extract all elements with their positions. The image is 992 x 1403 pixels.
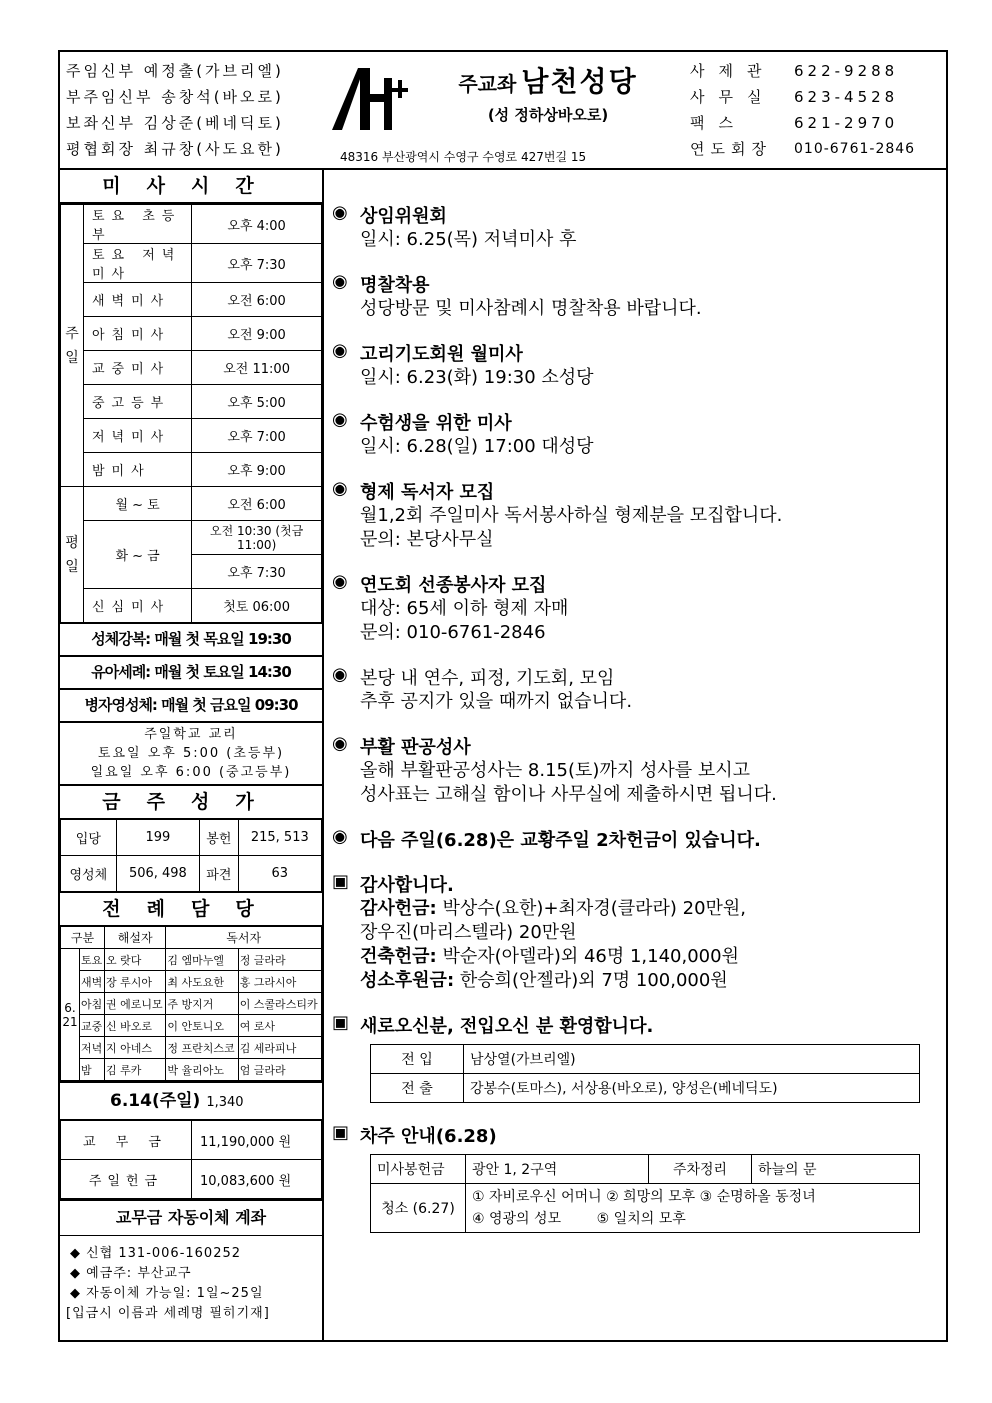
mass-name: 월 ~ 토 (84, 487, 192, 521)
nextweek-title: 차주 안내(6.28) (360, 1126, 497, 1147)
square-bullet-icon: ▣ (332, 1122, 350, 1143)
fin-label: 주일헌금 (61, 1160, 192, 1199)
clean-label: 청소 (6.27) (371, 1184, 466, 1233)
hymn-cell: 199 (116, 820, 199, 856)
welcome-label: 전 출 (371, 1074, 464, 1103)
lit-cell: 이 스콜라스티카 (238, 993, 321, 1015)
nextweek-table (370, 1154, 920, 1233)
notice-line: 대상: 65세 이하 형제 자매 (360, 598, 569, 619)
hymn-cell: 63 (238, 856, 321, 892)
notice-line: 추후 공지가 있을 때까지 없습니다. (360, 691, 633, 712)
clean-line: ④ 영광의 성모 ⑤ 일치의 모후 (472, 1211, 686, 1227)
welcome-table (370, 1044, 920, 1103)
fin-value: 10,083,600 원 (192, 1160, 322, 1199)
thanks-text: 박상수(요한)+최자경(클라라) 20만원, (436, 898, 747, 919)
lit-cell: 신 바오로 (104, 1015, 165, 1037)
mass-time: 오후 5:00 (192, 385, 322, 419)
lit-cell: 토요 (80, 949, 105, 971)
mass-time: 오후 7:30 (192, 244, 322, 283)
mass-name: 아침미사 (84, 317, 192, 351)
thanks-title: 감사합니다. (360, 875, 454, 896)
notice-line: 일시: 6.25(목) 저녁미사 후 (360, 229, 577, 250)
lit-cell: 오 랏다 (104, 949, 165, 971)
bullet-icon: ◉ (332, 733, 348, 754)
clean-line: ① 자비로우신 어머니 ② 희망의 모후 ③ 순명하올 동정녀 (472, 1189, 816, 1205)
bullet-icon: ◉ (332, 202, 348, 223)
thanks-label: 감사헌금: (360, 898, 437, 919)
square-bullet-icon: ▣ (332, 1012, 350, 1033)
mass-title: 미사시간 (60, 170, 322, 204)
clergy-line: 보좌신부 김상준(베네딕토) (66, 114, 284, 132)
sunday-date: 6.14(주일) (110, 1091, 201, 1111)
notice-title: 본당 내 연수, 피정, 기도회, 모임 (360, 668, 615, 689)
nextweek-cell: 광안 1, 2구역 (466, 1155, 649, 1184)
contact-row (690, 84, 915, 110)
mass-name: 토요 저녁미사 (84, 244, 192, 283)
mass-name: 화 ~ 금 (84, 521, 192, 589)
mass-name: 새벽미사 (84, 283, 192, 317)
contacts (690, 58, 915, 162)
clergy-line: 주임신부 예정출(가브리엘) (66, 62, 284, 80)
contact-label: 사무실 (690, 88, 776, 106)
liturgy-table (60, 926, 322, 1081)
notice-title: 다음 주일(6.28)은 교황주일 2차헌금이 있습니다. (360, 830, 761, 851)
contact-row (690, 110, 915, 136)
mass-time: 오전 6:00 (192, 283, 322, 317)
mass-time: 오후 9:00 (192, 453, 322, 487)
bullet-icon: ◉ (332, 271, 348, 292)
notice-title: 연도회 선종봉사자 모집 (360, 575, 547, 596)
sick-communion-line: 병자영성체: 매월 첫 금요일 09:30 (60, 690, 322, 723)
lit-cell: 김 엠마누엘 (166, 949, 238, 971)
mass-time: 오전 11:00 (192, 351, 322, 385)
notice-line: 월1,2회 주일미사 독서봉사하실 형제분을 모집합니다. (360, 505, 783, 526)
notices (332, 202, 942, 1252)
thanks-text: 장우진(마리스텔라) 20만원 (360, 922, 577, 943)
lit-cell: 김 루카 (104, 1059, 165, 1081)
thanks-label: 성소후원금: (360, 970, 455, 991)
hymn-cell: 입당 (61, 820, 117, 856)
mass-time: 오전 9:00 (192, 317, 322, 351)
group-label: 평일 (61, 487, 84, 623)
account-line: ◆ 자동이체 가능일: 1일~25일 (70, 1286, 264, 1301)
lit-cell: 김 세라피나 (238, 1037, 321, 1059)
mass-time: 오후 7:00 (192, 419, 322, 453)
hymn-cell: 215, 513 (238, 820, 321, 856)
notice-line: 일시: 6.23(화) 19:30 소성당 (360, 367, 594, 388)
account-line: [입금시 이름과 세례명 필히기재] (66, 1306, 270, 1321)
mass-time: 오전 6:00 (192, 487, 322, 521)
hymn-title: 금주성가 (60, 786, 322, 819)
title-prefix: 주교좌 (458, 72, 517, 96)
clergy-line: 평협회장 최규창(사도요한) (66, 140, 284, 158)
lit-cell: 정 글라라 (238, 949, 321, 971)
thanks-text: 한승희(안젤라)외 7명 100,000원 (454, 970, 728, 991)
notice-item (332, 478, 942, 552)
notice-item (332, 271, 942, 321)
bullet-icon: ◉ (332, 571, 348, 592)
account-line: ◆ 신협 131-006-160252 (70, 1246, 242, 1261)
notice-item (332, 733, 942, 807)
notice-line: 일시: 6.28(일) 17:00 대성당 (360, 436, 594, 457)
nextweek-cell: 하늘의 문 (752, 1155, 920, 1184)
hymn-cell: 영성체 (61, 856, 117, 892)
mass-time: 오후 7:30 (192, 555, 322, 589)
nextweek-section (332, 1122, 942, 1233)
baptism-line: 유아세례: 매월 첫 토요일 14:30 (60, 657, 322, 690)
thanks-line (332, 969, 942, 993)
notice-title: 명찰착용 (360, 275, 430, 296)
bullet-icon: ◉ (332, 340, 348, 361)
account-title: 교무금 자동이체 계좌 (60, 1199, 322, 1236)
thanks-line (332, 921, 942, 945)
sunday-attendance (60, 1083, 322, 1120)
lit-header: 독서자 (166, 927, 322, 949)
lit-cell: 밤 (80, 1059, 105, 1081)
church-subtitle: (성 정하상바오로) (487, 106, 609, 124)
fin-label: 교 무 금 (61, 1121, 192, 1160)
notice-line: 성사표는 고해실 함이나 사무실에 제출하시면 됩니다. (360, 784, 777, 805)
mass-name: 밤미사 (84, 453, 192, 487)
mass-time: 오전 10:30 (첫금 11:00) (192, 521, 322, 555)
title-block (412, 60, 684, 125)
notice-line: 문의: 본당사무실 (360, 529, 494, 550)
contact-label: 연도회장 (690, 140, 772, 158)
account-line: ◆ 예금주: 부산교구 (70, 1266, 192, 1281)
lit-date: 6. 21 (61, 949, 80, 1081)
header (60, 52, 946, 170)
hymn-cell: 봉헌 (200, 820, 239, 856)
notice-item (332, 571, 942, 645)
lit-cell: 여 로사 (238, 1015, 321, 1037)
contact-value: 622-9288 (794, 62, 899, 80)
sidebar (60, 170, 324, 1342)
notice-line: 성당방문 및 미사참례시 명찰착용 바랍니다. (360, 298, 702, 319)
lit-cell: 권 에로니모 (104, 993, 165, 1015)
lit-cell: 교중 (80, 1015, 105, 1037)
lit-cell: 엄 글라라 (238, 1059, 321, 1081)
contact-value: 623-4528 (794, 88, 899, 106)
group-label: 주일 (61, 205, 84, 487)
notice-item (332, 340, 942, 390)
notice-item (332, 826, 942, 852)
notice-title: 고리기도회원 월미사 (360, 344, 523, 365)
thanks-line (332, 897, 942, 921)
contact-value: 621-2970 (794, 114, 899, 132)
mass-time: 첫토 06:00 (192, 589, 322, 623)
contact-row (690, 58, 915, 84)
lit-cell: 지 아네스 (104, 1037, 165, 1059)
notice-title: 형제 독서자 모집 (360, 482, 495, 503)
hymn-cell: 506, 498 (116, 856, 199, 892)
contact-label: 사제관 (690, 62, 776, 80)
contact-value: 010-6761-2846 (794, 141, 916, 157)
clergy-line: 부주임신부 송창석(바오로) (66, 88, 284, 106)
lit-header: 구분 (61, 927, 105, 949)
hymn-table (60, 819, 322, 892)
school-line: 일요일 오후 6:00 (중고등부) (90, 765, 292, 780)
sunday-school (60, 723, 322, 786)
square-bullet-icon: ▣ (332, 871, 350, 892)
hymn-cell: 파견 (200, 856, 239, 892)
thanks-section (332, 871, 942, 993)
thanks-line (332, 945, 942, 969)
fin-value: 11,190,000 원 (192, 1121, 322, 1160)
welcome-title: 새로오신분, 전입오신 분 환영합니다. (360, 1016, 654, 1037)
notice-title: 상임위원회 (360, 206, 447, 227)
attendance-count: 1,340 (206, 1095, 244, 1110)
lit-cell: 새벽 (80, 971, 105, 993)
lit-cell: 이 안토니오 (166, 1015, 238, 1037)
nextweek-cell: 주차정리 (649, 1155, 752, 1184)
account-info (60, 1236, 322, 1324)
thanks-label: 건축헌금: (360, 946, 437, 967)
welcome-section (332, 1012, 942, 1103)
notice-title: 수험생을 위한 미사 (360, 413, 512, 434)
notice-item (332, 409, 942, 459)
lit-cell: 홍 그라시아 (238, 971, 321, 993)
welcome-label: 전 입 (371, 1045, 464, 1074)
notice-line: 문의: 010-6761-2846 (360, 622, 546, 643)
mass-name: 신심미사 (84, 589, 192, 623)
lit-cell: 정 프란치스코 (166, 1037, 238, 1059)
nextweek-cell: 미사봉헌금 (371, 1155, 466, 1184)
address: 48316 부산광역시 수영구 수영로 427번길 15 (340, 150, 587, 164)
lit-cell: 저녁 (80, 1037, 105, 1059)
notice-item (332, 664, 942, 714)
notice-line: 올해 부활판공성사는 8.15(토)까지 성사를 보시고 (360, 760, 750, 781)
bullet-icon: ◉ (332, 478, 348, 499)
bullet-icon: ◉ (332, 664, 348, 685)
thanks-text: 박순자(아델라)외 46명 1,140,000원 (436, 946, 739, 967)
contact-row (690, 136, 915, 162)
mass-schedule-table (60, 204, 322, 623)
finance-table (60, 1120, 322, 1199)
lit-cell: 주 방지거 (166, 993, 238, 1015)
lit-cell: 아침 (80, 993, 105, 1015)
welcome-names: 강봉수(토마스), 서상용(바오로), 양성은(베네딕도) (464, 1074, 920, 1103)
mass-time: 오후 4:00 (192, 205, 322, 244)
bullet-icon: ◉ (332, 826, 348, 847)
church-logo-icon (330, 62, 410, 132)
lit-header: 해설자 (104, 927, 165, 949)
notice-item (332, 202, 942, 252)
lit-cell: 최 사도요한 (166, 971, 238, 993)
church-name: 남천성당 (521, 65, 638, 98)
notice-title: 부활 판공성사 (360, 737, 471, 758)
benediction-line: 성체강복: 매월 첫 목요일 19:30 (60, 624, 322, 657)
clean-groups (466, 1184, 920, 1233)
lit-cell: 박 율리아노 (166, 1059, 238, 1081)
liturgy-title: 전례담당 (60, 892, 322, 926)
clergy-list (66, 58, 284, 162)
lit-cell: 장 루시아 (104, 971, 165, 993)
welcome-names: 남상열(가브리엘) (464, 1045, 920, 1074)
mass-name: 저녁미사 (84, 419, 192, 453)
contact-label: 팩스 (690, 114, 747, 132)
bulletin-frame (58, 50, 948, 1342)
school-line: 토요일 오후 5:00 (초등부) (97, 746, 285, 761)
school-line: 주일학교 교리 (144, 727, 238, 742)
bullet-icon: ◉ (332, 409, 348, 430)
mass-name: 중고등부 (84, 385, 192, 419)
mass-name: 교중미사 (84, 351, 192, 385)
mass-name: 토요 초등부 (84, 205, 192, 244)
